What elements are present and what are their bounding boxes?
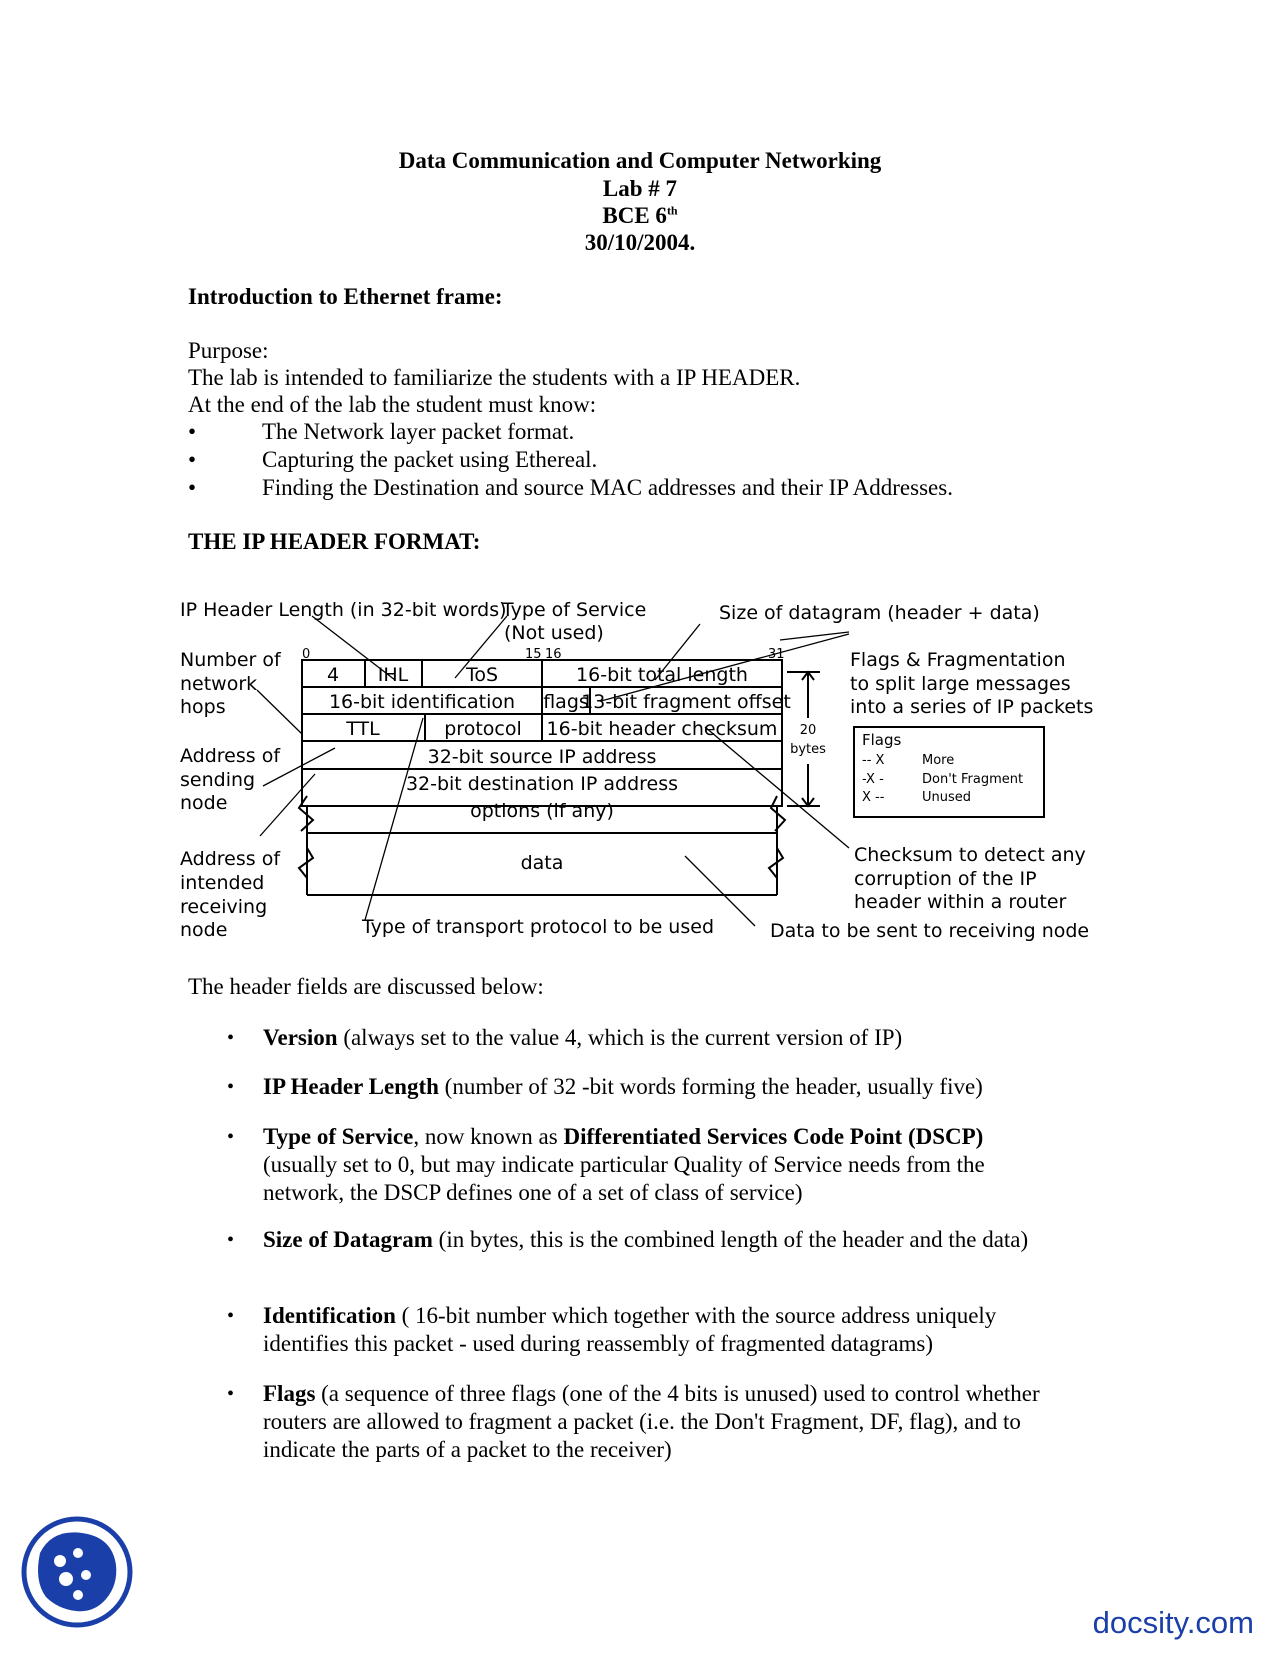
field-source-ip: 32-bit source IP address [427, 746, 657, 768]
legend-r2b: Don't Fragment [922, 772, 1024, 787]
legend-r1b: More [922, 753, 955, 768]
ann-dst-3: receiving [180, 896, 268, 918]
bullet: • [227, 1305, 235, 1327]
legend-r1a: -- X [862, 753, 885, 768]
field-destination-ip: 32-bit destination IP address [405, 773, 679, 795]
bit-15: 15 [525, 647, 542, 662]
ann-flags-3: into a series of IP packets [850, 696, 1094, 718]
docsity-logo-icon [20, 1515, 134, 1629]
ip-header-heading: THE IP HEADER FORMAT: [188, 529, 481, 554]
ann-hops-2: network [180, 673, 258, 695]
bullet: • [227, 1229, 235, 1251]
ann-data: Data to be sent to receiving node [770, 920, 1090, 942]
ann-proto: Type of transport protocol to be used [362, 916, 715, 938]
legend-r2a: -X - [862, 772, 884, 787]
ann-dst-4: node [180, 919, 228, 941]
field-ihl: IHL [377, 664, 409, 686]
purpose-line-2: At the end of the lab the student must know: [188, 392, 597, 417]
purpose-line-1: The lab is intended to familiarize the students with a IP HEADER. [188, 365, 801, 390]
field-options: options (if any) [470, 800, 614, 822]
field-version-desc: • Version (always set to the value 4, which is the current version of IP) [227, 1025, 903, 1050]
ann-dst-1: Address of [180, 848, 281, 870]
class-label [0, 203, 1280, 229]
bullet: • [188, 475, 197, 500]
field-checksum: 16-bit header checksum [546, 718, 778, 740]
bullet: • [227, 1383, 235, 1405]
class-base: BCE 6 [602, 203, 667, 228]
ann-dst-2: intended [180, 872, 265, 894]
ann-size: Size of datagram (header + data) [719, 602, 1040, 624]
size-value: 20 [799, 723, 817, 738]
field-identification-desc: • Identification ( 16-bit number which together with the source address uniquely identifies this packet - used during reassembly of fragmented datagrams) [227, 1303, 997, 1356]
course-title: Data Communication and Computer Networking [398, 148, 882, 173]
ip-header-diagram [180, 586, 1094, 946]
bullet: • [227, 1027, 235, 1049]
ann-src-1: Address of [180, 745, 281, 767]
ann-cksum-3: header within a router [854, 891, 1067, 913]
lab-number: Lab # 7 [602, 176, 678, 201]
intro-heading: Introduction to Ethernet frame: [188, 284, 503, 309]
ann-flags-2: to split large messages [850, 673, 1071, 695]
field-ttl: TTL [346, 718, 380, 740]
bullet: • [227, 1126, 235, 1148]
ann-cksum-2: corruption of the IP [854, 868, 1037, 890]
bit-0: 0 [302, 647, 311, 662]
field-tos-desc: • Type of Service, now known as Differentiated Services Code Point (DSCP) (usually set to 0, but may indicate particular Quality of Service needs from the network, the DSCP defines one of a set of class of service) [227, 1124, 985, 1205]
bullet: • [227, 1076, 235, 1098]
field-total-length: 16-bit total length [576, 664, 748, 686]
field-version: 4 [326, 664, 340, 686]
field-flags: flags [543, 691, 589, 713]
legend-r3b: Unused [922, 790, 972, 805]
ann-src-2: sending [180, 769, 256, 791]
ann-ihl: IP Header Length (in 32-bit words) [180, 599, 507, 621]
legend-title: Flags [862, 731, 902, 749]
ann-flags-1: Flags & Fragmentation [850, 649, 1066, 671]
ann-src-3: node [180, 792, 228, 814]
docsity-brand[interactable]: docsity.com [1092, 1605, 1254, 1640]
field-ihl-desc: • IP Header Length (number of 32 -bit words forming the header, usually five) [227, 1074, 983, 1099]
bit-31: 31 [768, 647, 785, 662]
field-data: data [520, 852, 564, 874]
fields-intro: The header fields are discussed below: [188, 974, 544, 999]
field-protocol: protocol [444, 718, 522, 740]
bullet: • [188, 447, 197, 472]
ann-tos-1: Type of Service [502, 599, 647, 621]
legend-r3a: X -- [862, 790, 885, 805]
lab-date: 30/10/2004. [584, 230, 696, 255]
field-tos: ToS [465, 664, 499, 686]
purpose-label: Purpose: [188, 338, 269, 363]
field-fragment-offset: 13-bit fragment offset [581, 691, 791, 713]
field-size-desc: • Size of Datagram (in bytes, this is the combined length of the header and the data) [227, 1227, 1029, 1252]
ann-hops-3: hops [180, 696, 226, 718]
ann-tos-2: (Not used) [504, 622, 604, 644]
ann-hops-1: Number of [180, 649, 281, 671]
field-flags-desc: • Flags (a sequence of three flags (one of the 4 bits is unused) used to control whether routers are allowed to fragment a packet (i.e. the Don't Fragment, DF, flag), and to indicate the parts of a packet to the receiver) [227, 1381, 1040, 1462]
bullet: • [188, 419, 197, 444]
field-identification: 16-bit identification [328, 691, 516, 713]
bit-16: 16 [545, 647, 562, 662]
size-unit: bytes [790, 742, 826, 757]
class-sup: th [666, 203, 678, 218]
ann-cksum-1: Checksum to detect any [854, 844, 1086, 866]
